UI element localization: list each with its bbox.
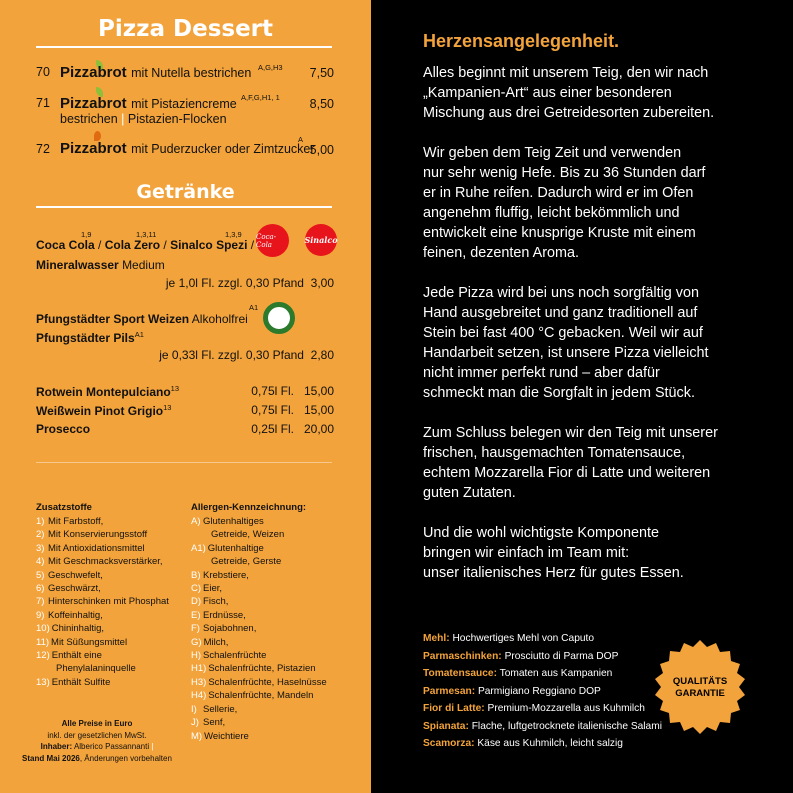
menu-item-71 [36,96,50,110]
story-line: bringen wir einfach im Team mit: [423,545,630,561]
legend-row [191,569,327,582]
legend-text: Hinterschinken mit Phosphat [48,596,169,608]
item-name: Pizzabrot [60,95,127,112]
ingredient-value: Prosciutto di Parma DOP [504,650,619,662]
legend-key: 1) [36,516,45,527]
wine-price-row [200,422,334,436]
coca-cola-label: Coca Cola [36,238,95,252]
legend-row [191,515,327,528]
mineral-line [36,258,165,272]
story-line: schmeckt man die Sorgfalt in jedem Stück. [423,385,695,401]
pils-label: Pfungstädter Pils [36,331,135,345]
menu-item-70 [36,65,50,79]
legend-text: Geschwefelt, [48,569,103,581]
legend-row [36,609,169,622]
story-line: nur sehr wenig Hefe. Bis zu 36 Stunden darf [423,165,706,181]
ingredient-value: Tomaten aus Kampanien [499,668,613,679]
ingredient-value: Käse aus Kuhmilch, leicht salzig [477,738,623,749]
additives-list [36,515,169,689]
story-line: Zum Schluss belegen wir den Teig mit unserer [423,425,718,441]
vat-note: inkl. der gesetzlichen MwSt. [47,730,147,740]
legend-text: Milch, [203,636,229,648]
legend-row [191,703,327,716]
legend-key: B) [191,569,201,581]
wine-size: 0,25l Fl. [251,422,294,436]
legend-row [191,649,327,662]
dessert-title: Pizza Dessert [97,16,274,42]
story-line: nicht immer perfekt rund – aber dafür [423,365,660,381]
story-line: Mischung aus drei Getreidesorten zubereiten. [423,105,715,121]
legend-row [36,569,169,582]
legend-text: Schalenfrüchte, Mandeln [208,690,314,702]
legend-key: 13) [36,676,50,688]
wine-row [36,422,90,436]
legend-row [191,689,327,702]
story-line: Handarbeit setzen, ist unsere Pizza vielleicht [423,345,709,361]
quality-badge-icon [650,638,750,738]
legend-row [191,542,327,555]
weizen-line [36,312,248,326]
legend-row [191,609,327,622]
legend-row [191,555,327,568]
weizen-desc: Alkoholfrei [191,312,248,326]
story-line: Und die wohl wichtigste Komponente [423,525,659,541]
story-line: Alles beginnt mit unserem Teig, den wir nach [423,65,709,81]
beer-pack [120,348,334,362]
wine-price: 20,00 [303,422,334,436]
ingredient-value: Parmigiano Reggiano DOP [477,685,601,697]
legend-text: Enthält Sulfite [51,676,111,688]
legend-row [36,528,169,541]
menu-item-72 [36,142,50,156]
item-desc: mit Pistaziencreme [131,97,237,111]
story-paragraph [423,143,773,263]
legend-key: H1) [191,663,207,675]
story-paragraph [423,283,773,403]
pils-line [36,330,144,345]
legend-text: Glutenhaltige [207,542,264,554]
stand-line [0,753,194,765]
weizen-sup: A1 [249,303,259,312]
item-name: Pizzabrot [60,140,127,157]
wine-size: 0,75l Fl. [251,384,294,398]
ingredients-list [423,630,662,753]
wine-price: 15,00 [303,403,334,417]
legend-row [36,515,169,528]
wine-price-row [200,403,334,417]
softdrinks-price: 3,00 [310,276,334,290]
weizen-label: Pfungstädter Sport Weizen [36,312,190,326]
legend-key: 12) [36,650,50,662]
legend-row [36,542,169,555]
ingredient-key: Parmaschinken: [423,650,502,662]
item-price: 8,50 [309,97,334,111]
item-name: Pizzabrot [60,64,127,81]
legend-row [191,716,327,729]
legend-text: Mit Farbstoff, [48,516,104,527]
wine-price-row [200,384,334,398]
item-number: 72 [36,142,50,156]
legend-row [36,622,169,635]
legend-key: A) [191,516,201,527]
mineral-label: Mineralwasser [36,258,119,272]
legend-text: Glutenhaltiges [203,516,264,527]
legend-text: Erdnüsse, [203,609,246,621]
story-line: Jede Pizza wird bei uns noch sorgfältig von [423,285,699,301]
legend-text: Mit Antioxidationsmittel [48,542,145,554]
legend-text: Schalenfrüchte, Haselnüsse [208,676,327,688]
sinalco-logo-icon: Sinalco [305,224,337,256]
stand-label: Stand Mai 2026 [22,753,80,763]
ingredient-key: Spianata: [423,720,469,732]
beer-price: 2,80 [310,348,334,362]
legend-key: I) [191,703,197,715]
legend-key: J) [191,717,199,729]
allergens-title: Allergen-Kennzeichnung: [191,502,307,513]
legend-row [191,662,327,675]
cola-zero-label: Cola Zero [104,238,161,252]
wine-name: Weißwein Pinot Grigio [36,404,164,418]
badge-line-2: GARANTIE [675,688,725,699]
ingredient-key: Fior di Latte: [423,703,485,714]
prices-note: Alle Preise in Euro [61,719,133,728]
wine-row [36,384,179,399]
legend-text: Chininhaltig, [51,623,105,635]
ingredient-value: Hochwertiges Mehl von Caputo [452,633,595,644]
item-desc-3: Pistazien-Flocken [127,112,227,126]
legend-row [191,676,327,689]
legend-row [191,582,327,595]
wine-sup: 13 [163,403,172,412]
legend-text: Mit Konservierungsstoff [48,529,148,541]
legend-text: Sojabohnen, [203,623,257,635]
ingredient-key: Parmesan: [423,685,476,697]
story-line: entwickelt eine knusprige Kruste mit einem [423,225,696,241]
story-line: er in Ruhe reifen. Dadurch wird er im Ofen [423,185,694,201]
legend-row [191,730,327,743]
legend-key: 9) [36,609,45,621]
legend-text: Weichtiere [204,730,249,742]
item-desc-2: bestrichen [60,112,118,126]
legend-key: 5) [36,569,45,581]
story-paragraph [423,423,773,503]
separator: | [121,112,125,126]
item-allergens: A [298,135,304,144]
wine-price: 15,00 [303,384,334,398]
legend-row [36,595,169,608]
story-line: feinen, dezenten Aroma. [423,245,580,261]
divider [36,462,332,463]
stand-note: , Änderungen vorbehalten [79,753,172,763]
legend-row [191,595,327,608]
legend-key: D) [191,596,202,608]
ingredient-row [423,683,662,701]
legend-row [36,662,169,675]
legend-key: M) [191,730,203,742]
legend-text: Eier, [203,583,223,595]
legend-key: H3) [191,676,207,688]
story-line: guten Zutaten. [423,485,516,501]
story-line: Hand ausgebreitet und ganz traditionell auf [423,305,698,321]
legend-key: E) [191,609,201,621]
softdrinks-pack [150,276,334,290]
legend-text: Sellerie, [203,703,238,715]
title-rule [36,46,332,48]
story-paragraph [423,63,773,123]
legend-key: F) [191,623,200,635]
owner-name: Alberico Passannanti [73,742,150,751]
ingredient-value: Premium-Mozzarella aus Kuhmilch [487,703,645,714]
story-line: Wir geben dem Teig Zeit und verwenden [423,145,682,161]
spezi-sup: 1,3,9 [225,230,242,239]
legend-text: Getreide, Gerste [211,556,282,568]
legend-key: 11) [36,636,50,648]
pack-size: je 1,0l Fl. zzgl. 0,30 Pfand [165,276,304,290]
story-line: „Kampanien-Art“ aus einer besonderen [423,85,672,101]
ingredient-key: Mehl: [423,633,450,644]
story-heading: Herzensangelegenheit. [423,31,620,51]
ingredient-row [423,665,662,683]
wine-name: Prosecco [36,422,91,436]
item-72-line [60,140,315,158]
legend-row [191,636,327,649]
item-desc: mit Nutella bestrichen [131,66,252,80]
story-line: unser italienisches Herz für gutes Essen. [423,565,684,581]
zero-sup: 1,3,11 [136,230,157,239]
story-text [423,63,773,603]
mineral-size: Medium [122,258,165,272]
item-71-line [60,95,237,113]
legend-text: Getreide, Weizen [211,529,285,541]
legend-row [36,636,169,649]
owner-label: Inhaber: [40,742,73,751]
pfungstaedter-logo-icon [263,302,295,334]
legend-text: Fisch, [203,596,229,608]
pils-sup: A1 [134,330,144,339]
item-allergens: A,G,H3 [258,63,283,72]
ingredient-row [423,735,662,753]
item-number: 70 [36,65,50,79]
wine-size: 0,75l Fl. [251,403,294,417]
item-number: 71 [36,96,50,110]
legend-text: Enthält eine [51,650,102,662]
legend-key: 3) [36,542,45,554]
item-71-line2 [60,112,227,126]
legend-key: 6) [36,583,45,595]
legend-key: A1) [191,542,206,554]
ingredient-value: Flache, luftgetrocknete italienische Salami [471,720,662,732]
pack-size: je 0,33l Fl. zzgl. 0,30 Pfand [159,348,304,362]
softdrinks-line: Coca Cola / Cola Zero / Sinalco Spezi / [36,238,255,252]
item-price: 7,50 [309,66,334,80]
legend-key: 2) [36,529,45,541]
item-price: 5,00 [309,143,334,157]
legend-row [36,555,169,568]
legend-text: Schalenfrüchte [203,650,267,662]
legend-key: 10) [36,623,50,635]
allergens-list [191,515,327,743]
legend-key: G) [191,636,202,648]
legend-key: 4) [36,556,45,568]
ingredient-row [423,648,662,666]
story-line: angenehm fluffig, leicht bekömmlich und [423,205,680,221]
price-footer [0,718,194,764]
badge-line-1: QUALITÄTS [672,676,728,687]
owner-line: Inhaber: Alberico Passannanti | [40,742,154,751]
additives-title: Zusatzstoffe [36,502,92,513]
legend-text: Koffeinhaltig, [48,609,103,621]
story-paragraph [423,523,773,583]
legend-key: H) [191,650,202,662]
story-line: echtem Mozzarella Fior di Latte und weiteren [423,465,711,481]
legend-key: C) [191,583,202,595]
legend-row [191,622,327,635]
drinks-title: Getränke [136,181,235,203]
coca-sup: 1,9 [81,230,92,239]
ingredient-key: Scamorza: [423,738,475,749]
ingredient-row [423,630,662,648]
wine-name: Rotwein Montepulciano [36,385,171,399]
story-line: frischen, hausgemachten Tomatensauce, [423,445,686,461]
ingredient-key: Tomatensauce: [423,668,497,679]
item-desc: mit Puderzucker oder Zimtzucker [131,142,315,156]
legend-row [191,528,327,541]
wine-row [36,403,171,418]
legend-text: Geschwärzt, [48,583,101,595]
legend-row [36,582,169,595]
item-allergens: A,F,G,H1, 1 [241,93,280,102]
legend-text: Mit Geschmacksverstärker, [48,556,163,568]
legend-text: Phenylalaninquelle [56,663,136,675]
sinalco-spezi-label: Sinalco Spezi [170,238,248,252]
item-70-line [60,64,251,82]
legend-key: H4) [191,690,207,702]
wine-sup: 13 [170,384,180,393]
legend-key: 7) [36,596,45,608]
legend-row [36,649,169,662]
ingredient-row [423,700,662,718]
coca-cola-logo-icon: Coca-Cola [256,224,289,257]
legend-text: Schalenfrüchte, Pistazien [208,663,316,675]
legend-text: Krebstiere, [203,569,249,581]
legend-row [36,676,169,689]
menu-left-panel [0,0,371,793]
drinks-rule [36,206,332,208]
story-line: Stein bei fast 400 °C gebacken. Weil wir auf [423,325,703,341]
legend-text: Senf, [203,717,226,729]
ingredient-row [423,718,662,736]
legend-text: Mit Süßungsmittel [51,636,128,648]
